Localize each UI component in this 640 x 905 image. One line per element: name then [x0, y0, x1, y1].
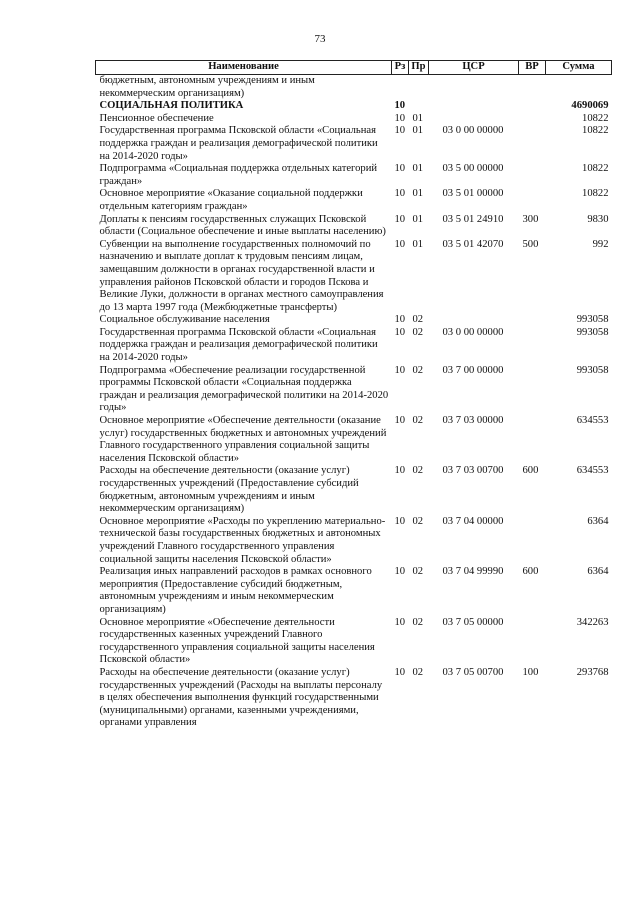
cell-rz: 10 [394, 112, 406, 124]
cell-csr: 03 7 00 00000 [442, 364, 504, 376]
cell-sum: 9830 [587, 213, 609, 225]
cell-pr [409, 100, 429, 113]
table-row [96, 566, 612, 616]
cell-sum: 293768 [576, 666, 609, 678]
table-row [96, 125, 612, 163]
cell-name: Основное мероприятие «Обеспечение деятельности государственных казенных учреждений Главного государственного управления социальной защиты населения Псковской области» [99, 616, 375, 666]
cell-rz: 10 [394, 666, 406, 678]
cell-vr [519, 617, 546, 667]
cell-name: Подпрограмма «Социальная поддержка отдельных категорий граждан» [99, 163, 378, 187]
cell-rz: 10 [394, 364, 406, 376]
cell-pr: 02 [412, 465, 424, 477]
cell-name: Доплаты к пенсиям государственных служащих Псковской области (Социальное обеспечение и иные выплаты населению) [99, 213, 386, 238]
table-header-row [96, 61, 612, 75]
cell-csr: 03 7 05 00000 [442, 616, 504, 628]
cell-pr: 02 [412, 666, 424, 678]
cell-sum: 992 [592, 238, 609, 250]
cell-pr: 01 [412, 163, 424, 175]
cell-name: Расходы на обеспечение деятельности (оказание услуг) государственных учреждений (Предоставление субсидий бюджетным, автономным учреждениям и иным некоммерческим организациям) [99, 465, 359, 515]
cell-sum [546, 75, 612, 101]
cell-csr: 03 0 00 00000 [442, 125, 504, 137]
page-number: 73 [314, 33, 326, 45]
cell-pr: 02 [412, 364, 424, 376]
cell-name: Государственная программа Псковской области «Социальная поддержка граждан и реализация демографической политики на 2014-2020 годы» [99, 125, 378, 162]
table-row [96, 327, 612, 365]
table-row [96, 667, 612, 730]
cell-rz: 10 [394, 238, 406, 250]
cell-sum: 993058 [576, 314, 609, 326]
cell-rz: 10 [394, 100, 406, 112]
cell-pr: 02 [412, 616, 424, 628]
cell-sum: 10822 [582, 163, 609, 175]
cell-rz: 10 [394, 326, 406, 338]
cell-name: бюджетным, автономным учреждениям и иным некоммерческим организациям) [99, 75, 315, 99]
cell-pr: 02 [412, 566, 424, 578]
cell-name: Основное мероприятие «Обеспечение деятельности (оказание услуг) государственных бюджетных и автономных учреждений Главного государственного управления социальной защиты населения Псковской области» [99, 415, 387, 464]
cell-rz: 10 [394, 188, 406, 200]
cell-vr [519, 314, 546, 327]
cell-sum: 342263 [576, 616, 609, 628]
cell-vr [519, 125, 546, 163]
cell-sum: 4690069 [571, 100, 609, 112]
cell-pr: 02 [412, 415, 424, 427]
cell-rz [392, 75, 409, 101]
cell-csr: 03 7 03 00700 [442, 465, 504, 477]
cell-csr [429, 100, 519, 113]
header-rz: Рз [392, 61, 409, 75]
cell-pr: 01 [412, 125, 424, 137]
cell-sum: 993058 [576, 326, 609, 338]
cell-pr: 02 [412, 314, 424, 326]
table-body [96, 75, 612, 730]
header-vr: ВР [519, 61, 546, 75]
cell-vr [519, 365, 546, 415]
cell-pr: 01 [412, 238, 424, 250]
cell-vr: 600 [522, 465, 539, 477]
cell-pr: 02 [412, 515, 424, 527]
cell-sum: 6364 [587, 515, 609, 527]
cell-csr: 03 0 00 00000 [442, 326, 504, 338]
table-row [96, 214, 612, 239]
cell-sum: 634553 [576, 415, 609, 427]
cell-pr [409, 75, 429, 101]
cell-name: Пенсионное обеспечение [99, 112, 214, 124]
cell-vr [519, 75, 546, 101]
cell-vr: 500 [522, 238, 539, 250]
cell-csr: 03 7 04 99990 [442, 566, 504, 578]
cell-sum: 10822 [582, 125, 609, 137]
cell-rz: 10 [394, 566, 406, 578]
cell-rz: 10 [394, 415, 406, 427]
cell-vr [519, 415, 546, 465]
table-row [96, 75, 612, 101]
cell-pr: 01 [412, 188, 424, 200]
table-row [96, 239, 612, 315]
table-row [96, 100, 612, 113]
cell-vr: 300 [522, 213, 539, 225]
cell-name: Субвенции на выполнение государственных полномочий по назначению и выплате доплат к трудовым пенсиям лицам, замещавшим должности в органах государственной власти и управления районов Псковской области и городов Пскова и Великие Луки, должности в органах местного самоуправления до 13 марта 1997 года (Межбюджетные трансферты) [99, 238, 384, 313]
table-row [96, 113, 612, 126]
cell-pr: 02 [412, 326, 424, 338]
cell-name: Расходы на обеспечение деятельности (оказание услуг) государственных учреждений (Расходы на выплаты персоналу в целях обеспечения выполнения функций государственными (муниципальными) органами, казенными учреждениями, органами управления [99, 666, 383, 729]
cell-vr [519, 113, 546, 126]
cell-sum: 6364 [587, 566, 609, 578]
cell-vr [519, 188, 546, 213]
cell-csr: 03 5 01 42070 [442, 238, 504, 250]
cell-csr [429, 113, 519, 126]
cell-csr [429, 75, 519, 101]
cell-csr: 03 7 04 00000 [442, 515, 504, 527]
cell-sum: 10822 [582, 188, 609, 200]
table-row [96, 415, 612, 465]
cell-pr: 01 [412, 112, 424, 124]
cell-rz: 10 [394, 515, 406, 527]
table-row [96, 163, 612, 188]
cell-pr: 01 [412, 213, 424, 225]
cell-rz: 10 [394, 163, 406, 175]
cell-name: Социальное обслуживание населения [99, 314, 270, 326]
cell-rz: 10 [394, 213, 406, 225]
cell-csr: 03 5 00 00000 [442, 163, 504, 175]
cell-vr: 100 [522, 666, 539, 678]
budget-table [95, 60, 612, 730]
cell-vr [519, 327, 546, 365]
cell-sum: 634553 [576, 465, 609, 477]
table-row [96, 617, 612, 667]
table-row [96, 365, 612, 415]
table-row [96, 516, 612, 566]
cell-sum: 10822 [582, 112, 609, 124]
cell-rz: 10 [394, 616, 406, 628]
cell-name: Реализация иных направлений расходов в рамках основного мероприятия (Предоставление субсидий бюджетным, автономным учреждениям и иным некоммерческим организациям) [99, 566, 372, 615]
cell-rz: 10 [394, 314, 406, 326]
header-sum: Сумма [546, 61, 612, 75]
cell-csr [429, 314, 519, 327]
cell-name: Основное мероприятие «Оказание социальной поддержки отдельным категориям граждан» [99, 188, 363, 212]
header-pr: Пр [409, 61, 429, 75]
cell-name: Основное мероприятие «Расходы по укреплению материально-технической базы государственных бюджетных и автономных учреждений Главного государственного управления социальной защиты населения Псковской области» [99, 515, 386, 565]
cell-sum: 993058 [576, 364, 609, 376]
header-csr: ЦСР [429, 61, 519, 75]
table-row [96, 465, 612, 515]
cell-rz: 10 [394, 125, 406, 137]
cell-vr: 600 [522, 566, 539, 578]
cell-vr [519, 516, 546, 566]
cell-vr [519, 100, 546, 113]
cell-csr: 03 7 05 00700 [442, 666, 504, 678]
cell-name: СОЦИАЛЬНАЯ ПОЛИТИКА [99, 100, 244, 112]
cell-name: Подпрограмма «Обеспечение реализации государственной программы Псковской области «Социальная поддержка граждан и реализация демографической политики на 2014-2020 годы» [99, 364, 389, 414]
cell-name: Государственная программа Псковской области «Социальная поддержка граждан и реализация демографической политики на 2014-2020 годы» [99, 326, 378, 364]
cell-csr: 03 5 01 24910 [442, 213, 504, 225]
table-row [96, 314, 612, 327]
cell-rz: 10 [394, 465, 406, 477]
cell-csr: 03 7 03 00000 [442, 415, 504, 427]
cell-vr [519, 163, 546, 188]
cell-csr: 03 5 01 00000 [442, 188, 504, 200]
table-row [96, 188, 612, 213]
header-name: Наименование [96, 61, 392, 75]
